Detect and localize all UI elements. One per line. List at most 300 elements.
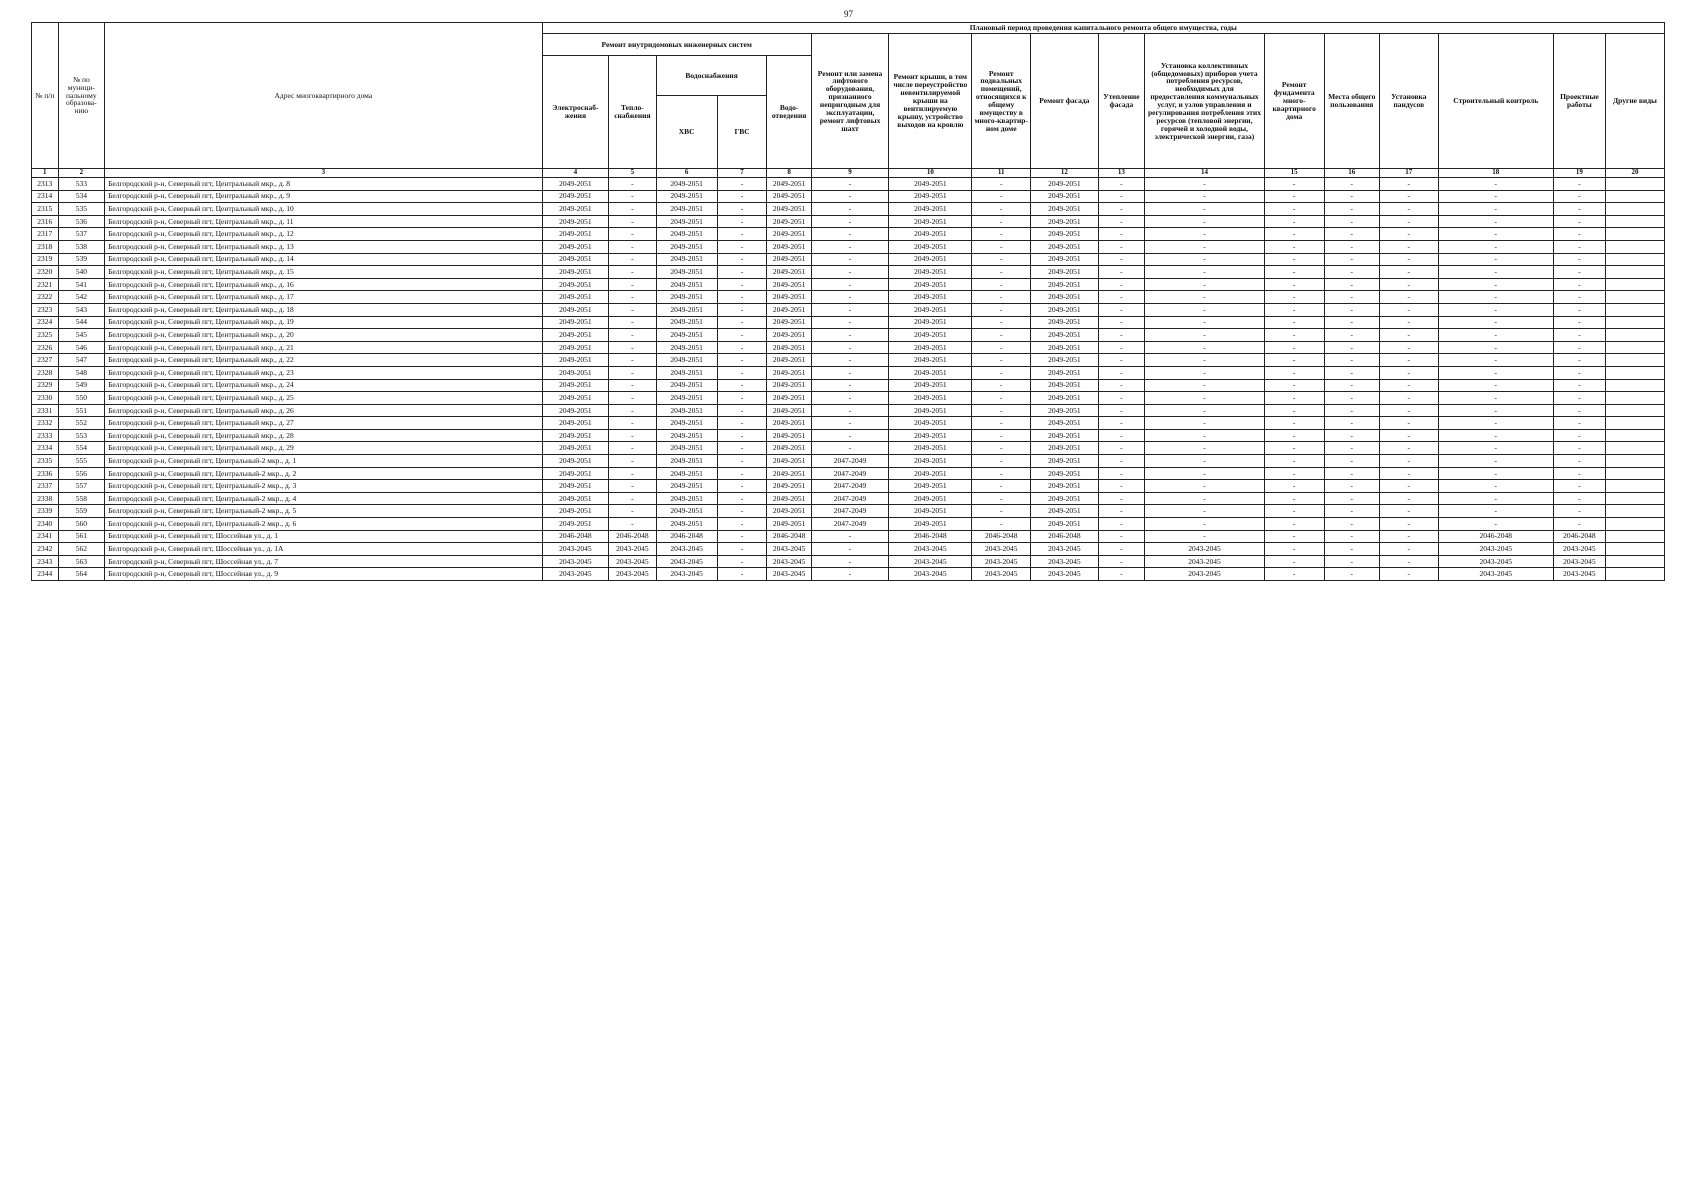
- table-cell: -: [1553, 455, 1605, 468]
- table-cell: -: [1324, 203, 1379, 216]
- address-cell: Белгородский р-н, Северный пгт, Центральный мкр., д. 25: [105, 392, 543, 405]
- address-cell: Белгородский р-н, Северный пгт, Центральный мкр., д. 16: [105, 278, 543, 291]
- table-cell: 2341: [32, 530, 59, 543]
- table-cell: -: [1145, 190, 1265, 203]
- table-cell: 2338: [32, 492, 59, 505]
- table-cell: -: [609, 492, 657, 505]
- table-cell: 2049-2051: [889, 392, 972, 405]
- table-cell: -: [1438, 492, 1553, 505]
- table-cell: -: [1553, 178, 1605, 191]
- table-cell: -: [1379, 228, 1438, 241]
- table-cell: 2049-2051: [656, 480, 717, 493]
- table-cell: 2336: [32, 467, 59, 480]
- table-cell: [1605, 329, 1664, 342]
- table-cell: -: [609, 190, 657, 203]
- table-cell: -: [1264, 455, 1324, 468]
- address-cell: Белгородский р-н, Северный пгт, Центральный мкр., д. 27: [105, 417, 543, 430]
- table-cell: -: [1324, 518, 1379, 531]
- table-cell: -: [1098, 530, 1145, 543]
- header-facade: Ремонт фасада: [1031, 34, 1099, 169]
- table-cell: 536: [58, 215, 105, 228]
- table-row: [32, 354, 1665, 367]
- header-other: Другие виды: [1605, 34, 1664, 169]
- table-cell: 2049-2051: [767, 492, 811, 505]
- table-cell: -: [811, 178, 889, 191]
- table-cell: -: [972, 240, 1031, 253]
- address-cell: Белгородский р-н, Северный пгт, Шоссейная ул., д. 1А: [105, 543, 543, 556]
- table-cell: 2043-2045: [1145, 555, 1265, 568]
- table-cell: -: [717, 392, 767, 405]
- table-cell: 2043-2045: [609, 555, 657, 568]
- table-cell: 2049-2051: [1031, 303, 1099, 316]
- table-cell: [1605, 467, 1664, 480]
- table-cell: -: [811, 316, 889, 329]
- table-cell: -: [811, 266, 889, 279]
- table-cell: -: [717, 543, 767, 556]
- table-cell: 2043-2045: [656, 543, 717, 556]
- table-cell: -: [1145, 253, 1265, 266]
- header-period: Плановый период проведения капитального ремонта общего имущества, годы: [542, 23, 1664, 34]
- table-cell: 2049-2051: [656, 429, 717, 442]
- table-cell: -: [1145, 417, 1265, 430]
- table-cell: 2049-2051: [656, 467, 717, 480]
- table-cell: 2043-2045: [767, 568, 811, 581]
- table-cell: [1605, 455, 1664, 468]
- table-cell: -: [972, 518, 1031, 531]
- col-number: 1: [32, 169, 59, 178]
- table-cell: -: [1264, 341, 1324, 354]
- table-cell: -: [1145, 530, 1265, 543]
- table-row: [32, 190, 1665, 203]
- table-cell: -: [972, 417, 1031, 430]
- table-cell: -: [1438, 505, 1553, 518]
- table-cell: -: [1438, 228, 1553, 241]
- table-cell: 2046-2048: [542, 530, 608, 543]
- table-cell: 557: [58, 480, 105, 493]
- table-cell: -: [1438, 253, 1553, 266]
- table-cell: -: [1553, 518, 1605, 531]
- table-cell: -: [1264, 228, 1324, 241]
- table-cell: -: [1264, 505, 1324, 518]
- table-cell: -: [1098, 492, 1145, 505]
- table-cell: -: [609, 266, 657, 279]
- table-cell: -: [1379, 379, 1438, 392]
- table-cell: -: [1264, 253, 1324, 266]
- table-cell: -: [1098, 568, 1145, 581]
- col-number: 7: [717, 169, 767, 178]
- header-sewer: Водо-отведения: [767, 56, 811, 169]
- table-cell: -: [1438, 291, 1553, 304]
- table-cell: 2049-2051: [889, 492, 972, 505]
- address-cell: Белгородский р-н, Северный пгт, Центральный мкр., д. 8: [105, 178, 543, 191]
- table-cell: -: [1324, 253, 1379, 266]
- table-cell: 2047-2049: [811, 480, 889, 493]
- table-cell: 2046-2048: [972, 530, 1031, 543]
- table-cell: -: [609, 480, 657, 493]
- table-cell: 2049-2051: [542, 303, 608, 316]
- table-cell: 2049-2051: [889, 178, 972, 191]
- table-cell: 2049-2051: [889, 366, 972, 379]
- table-cell: 2049-2051: [889, 379, 972, 392]
- table-cell: 2043-2045: [889, 568, 972, 581]
- table-cell: -: [609, 417, 657, 430]
- header-gvs: ГВС: [717, 96, 767, 169]
- table-cell: 2049-2051: [1031, 366, 1099, 379]
- table-cell: -: [609, 354, 657, 367]
- address-cell: Белгородский р-н, Северный пгт, Шоссейная ул., д. 9: [105, 568, 543, 581]
- table-cell: 2049-2051: [767, 190, 811, 203]
- col-number: 18: [1438, 169, 1553, 178]
- table-cell: -: [811, 379, 889, 392]
- table-cell: 2049-2051: [1031, 442, 1099, 455]
- table-cell: -: [972, 203, 1031, 216]
- table-cell: -: [1324, 316, 1379, 329]
- table-cell: -: [717, 480, 767, 493]
- table-row: [32, 505, 1665, 518]
- table-cell: -: [717, 366, 767, 379]
- table-cell: -: [1379, 543, 1438, 556]
- table-cell: -: [717, 404, 767, 417]
- table-cell: -: [609, 278, 657, 291]
- table-cell: -: [609, 228, 657, 241]
- table-cell: -: [972, 442, 1031, 455]
- table-cell: -: [609, 366, 657, 379]
- table-cell: 2049-2051: [767, 291, 811, 304]
- table-cell: -: [1379, 480, 1438, 493]
- table-cell: -: [1438, 316, 1553, 329]
- table-cell: -: [1553, 505, 1605, 518]
- table-cell: 2046-2048: [1553, 530, 1605, 543]
- table-row: [32, 240, 1665, 253]
- table-cell: -: [972, 341, 1031, 354]
- table-cell: [1605, 253, 1664, 266]
- table-cell: 2049-2051: [767, 518, 811, 531]
- table-cell: -: [1098, 329, 1145, 342]
- col-number: 3: [105, 169, 543, 178]
- table-cell: 2043-2045: [1145, 568, 1265, 581]
- address-cell: Белгородский р-н, Северный пгт, Центральный мкр., д. 12: [105, 228, 543, 241]
- table-row: [32, 518, 1665, 531]
- table-cell: 2043-2045: [656, 568, 717, 581]
- table-cell: 2046-2048: [1031, 530, 1099, 543]
- table-cell: 2049-2051: [1031, 316, 1099, 329]
- table-cell: -: [1264, 266, 1324, 279]
- table-cell: -: [1553, 329, 1605, 342]
- table-cell: -: [811, 253, 889, 266]
- table-cell: 2043-2045: [1553, 568, 1605, 581]
- table-cell: 534: [58, 190, 105, 203]
- table-cell: -: [1379, 240, 1438, 253]
- table-row: [32, 543, 1665, 556]
- table-cell: -: [1438, 240, 1553, 253]
- table-cell: -: [1098, 379, 1145, 392]
- header-no: № п/п: [32, 23, 59, 169]
- table-cell: 2049-2051: [767, 215, 811, 228]
- table-cell: 2049-2051: [542, 266, 608, 279]
- table-cell: -: [811, 530, 889, 543]
- table-cell: 2049-2051: [767, 253, 811, 266]
- table-cell: 2049-2051: [767, 329, 811, 342]
- table-cell: -: [1553, 228, 1605, 241]
- table-cell: -: [717, 417, 767, 430]
- table-row: [32, 429, 1665, 442]
- header-engineering: Ремонт внутридомовых инженерных систем: [542, 34, 811, 56]
- table-cell: 2043-2045: [1031, 543, 1099, 556]
- table-cell: 2329: [32, 379, 59, 392]
- table-cell: 2049-2051: [889, 442, 972, 455]
- table-row: [32, 253, 1665, 266]
- table-cell: -: [609, 455, 657, 468]
- table-cell: 561: [58, 530, 105, 543]
- table-cell: -: [1324, 329, 1379, 342]
- col-number: 2: [58, 169, 105, 178]
- table-cell: -: [717, 455, 767, 468]
- table-cell: -: [811, 354, 889, 367]
- table-cell: -: [811, 392, 889, 405]
- table-cell: [1605, 492, 1664, 505]
- table-cell: -: [1098, 203, 1145, 216]
- table-cell: 2046-2048: [609, 530, 657, 543]
- table-cell: 2049-2051: [656, 316, 717, 329]
- table-cell: -: [1098, 455, 1145, 468]
- table-cell: 2046-2048: [656, 530, 717, 543]
- table-cell: -: [972, 467, 1031, 480]
- table-cell: -: [717, 190, 767, 203]
- table-cell: -: [1438, 341, 1553, 354]
- table-cell: 2049-2051: [1031, 203, 1099, 216]
- table-cell: -: [1098, 392, 1145, 405]
- table-cell: -: [1264, 392, 1324, 405]
- header-heat: Тепло-снабжения: [609, 56, 657, 169]
- table-cell: -: [1553, 379, 1605, 392]
- table-cell: 2049-2051: [656, 190, 717, 203]
- table-cell: -: [1553, 354, 1605, 367]
- table-cell: 2049-2051: [542, 203, 608, 216]
- table-cell: 2049-2051: [1031, 278, 1099, 291]
- table-cell: -: [811, 429, 889, 442]
- table-cell: 556: [58, 467, 105, 480]
- col-number: 19: [1553, 169, 1605, 178]
- header-design: Проектные работы: [1553, 34, 1605, 169]
- address-cell: Белгородский р-н, Северный пгт, Центральный-2 мкр., д. 1: [105, 455, 543, 468]
- table-cell: 2049-2051: [542, 505, 608, 518]
- table-cell: 552: [58, 417, 105, 430]
- table-cell: 2049-2051: [889, 266, 972, 279]
- table-cell: 2049-2051: [1031, 178, 1099, 191]
- table-cell: -: [1379, 392, 1438, 405]
- table-cell: 2322: [32, 291, 59, 304]
- table-row: [32, 417, 1665, 430]
- table-cell: 2049-2051: [542, 316, 608, 329]
- table-cell: 2043-2045: [1145, 543, 1265, 556]
- table-cell: -: [1264, 240, 1324, 253]
- column-numbers-row: [32, 169, 1665, 178]
- table-cell: 2049-2051: [767, 228, 811, 241]
- table-cell: 563: [58, 555, 105, 568]
- table-cell: 2049-2051: [889, 228, 972, 241]
- table-cell: -: [1438, 417, 1553, 430]
- table-cell: -: [972, 253, 1031, 266]
- table-cell: 2049-2051: [1031, 492, 1099, 505]
- table-cell: 2043-2045: [609, 568, 657, 581]
- table-cell: -: [1324, 341, 1379, 354]
- table-cell: -: [1264, 442, 1324, 455]
- table-cell: 2049-2051: [767, 354, 811, 367]
- table-cell: -: [1438, 429, 1553, 442]
- table-cell: 2043-2045: [542, 543, 608, 556]
- table-cell: 2049-2051: [542, 417, 608, 430]
- table-cell: 2049-2051: [656, 492, 717, 505]
- table-cell: -: [609, 467, 657, 480]
- table-cell: 2049-2051: [542, 429, 608, 442]
- col-number: 8: [767, 169, 811, 178]
- table-cell: -: [972, 278, 1031, 291]
- table-cell: 2049-2051: [542, 215, 608, 228]
- table-cell: -: [1264, 492, 1324, 505]
- table-cell: 2046-2048: [1438, 530, 1553, 543]
- table-cell: -: [1379, 492, 1438, 505]
- table-cell: -: [1145, 492, 1265, 505]
- table-cell: 2049-2051: [767, 392, 811, 405]
- table-row: [32, 404, 1665, 417]
- table-cell: 2049-2051: [656, 228, 717, 241]
- table-cell: 2043-2045: [972, 555, 1031, 568]
- table-cell: -: [1324, 190, 1379, 203]
- table-cell: -: [1264, 530, 1324, 543]
- table-cell: -: [972, 492, 1031, 505]
- table-cell: 2043-2045: [1438, 555, 1553, 568]
- table-cell: -: [1098, 228, 1145, 241]
- table-cell: -: [1324, 417, 1379, 430]
- table-cell: -: [1438, 203, 1553, 216]
- table-cell: 2049-2051: [889, 190, 972, 203]
- table-cell: 551: [58, 404, 105, 417]
- table-cell: 2343: [32, 555, 59, 568]
- header-elevator: Ремонт или замена лифтового оборудования, признанного непригодным для эксплуатации, ремонт лифтовых шахт: [811, 34, 889, 169]
- table-cell: -: [811, 555, 889, 568]
- table-cell: -: [1379, 467, 1438, 480]
- table-cell: -: [1553, 442, 1605, 455]
- table-row: [32, 291, 1665, 304]
- table-cell: 2049-2051: [542, 329, 608, 342]
- table-cell: -: [1098, 404, 1145, 417]
- table-cell: -: [1098, 543, 1145, 556]
- header-hvs: ХВС: [656, 96, 717, 169]
- col-number: 13: [1098, 169, 1145, 178]
- table-cell: 2047-2049: [811, 467, 889, 480]
- table-cell: 2043-2045: [656, 555, 717, 568]
- table-cell: -: [811, 366, 889, 379]
- table-cell: -: [811, 404, 889, 417]
- table-cell: 2317: [32, 228, 59, 241]
- col-number: 6: [656, 169, 717, 178]
- table-cell: -: [1553, 404, 1605, 417]
- table-cell: -: [972, 366, 1031, 379]
- table-cell: -: [1379, 303, 1438, 316]
- table-row: [32, 455, 1665, 468]
- table-cell: 2339: [32, 505, 59, 518]
- table-cell: -: [811, 417, 889, 430]
- table-cell: -: [609, 379, 657, 392]
- table-cell: 2049-2051: [889, 417, 972, 430]
- table-cell: -: [1145, 480, 1265, 493]
- table-cell: [1605, 303, 1664, 316]
- table-cell: 2049-2051: [1031, 291, 1099, 304]
- table-cell: 2046-2048: [767, 530, 811, 543]
- table-cell: -: [1324, 480, 1379, 493]
- table-cell: 2043-2045: [767, 555, 811, 568]
- table-cell: -: [717, 228, 767, 241]
- table-cell: 2049-2051: [1031, 379, 1099, 392]
- table-cell: -: [1553, 492, 1605, 505]
- table-cell: -: [1324, 240, 1379, 253]
- table-cell: 2047-2049: [811, 518, 889, 531]
- table-cell: 2049-2051: [889, 455, 972, 468]
- address-cell: Белгородский р-н, Северный пгт, Центральный мкр., д. 20: [105, 329, 543, 342]
- table-cell: 2049-2051: [656, 303, 717, 316]
- table-cell: -: [1264, 215, 1324, 228]
- table-cell: 2049-2051: [767, 316, 811, 329]
- table-cell: -: [1098, 341, 1145, 354]
- table-cell: 2335: [32, 455, 59, 468]
- table-cell: 2049-2051: [767, 467, 811, 480]
- table-cell: 2049-2051: [542, 480, 608, 493]
- table-cell: 2049-2051: [889, 329, 972, 342]
- table-cell: -: [1098, 266, 1145, 279]
- table-cell: 2049-2051: [656, 404, 717, 417]
- table-cell: -: [717, 278, 767, 291]
- table-cell: 2049-2051: [1031, 329, 1099, 342]
- table-cell: -: [1553, 417, 1605, 430]
- table-cell: [1605, 518, 1664, 531]
- address-cell: Белгородский р-н, Северный пгт, Шоссейная ул., д. 7: [105, 555, 543, 568]
- table-cell: -: [1264, 543, 1324, 556]
- table-cell: -: [1553, 366, 1605, 379]
- table-row: [32, 366, 1665, 379]
- table-cell: -: [1264, 329, 1324, 342]
- table-cell: 2049-2051: [767, 341, 811, 354]
- table-cell: -: [609, 178, 657, 191]
- table-row: [32, 316, 1665, 329]
- table-cell: -: [1553, 316, 1605, 329]
- table-cell: -: [972, 228, 1031, 241]
- table-cell: -: [1438, 366, 1553, 379]
- address-cell: Белгородский р-н, Северный пгт, Центральный мкр., д. 14: [105, 253, 543, 266]
- col-number: 10: [889, 169, 972, 178]
- header-basement: Ремонт подвальных помещений, относящихся к общему имуществу в много-квартир-ном доме: [972, 34, 1031, 169]
- table-cell: 553: [58, 429, 105, 442]
- address-cell: Белгородский р-н, Северный пгт, Центральный-2 мкр., д. 3: [105, 480, 543, 493]
- table-cell: 2049-2051: [542, 178, 608, 191]
- col-number: 15: [1264, 169, 1324, 178]
- table-cell: -: [717, 429, 767, 442]
- table-cell: [1605, 278, 1664, 291]
- table-cell: 2043-2045: [1553, 555, 1605, 568]
- table-cell: -: [1438, 278, 1553, 291]
- table-cell: -: [1145, 505, 1265, 518]
- table-cell: 2049-2051: [1031, 215, 1099, 228]
- table-cell: 2049-2051: [889, 291, 972, 304]
- table-cell: -: [609, 442, 657, 455]
- table-cell: -: [1379, 417, 1438, 430]
- table-cell: -: [1098, 518, 1145, 531]
- table-cell: 2049-2051: [889, 253, 972, 266]
- table-cell: -: [1553, 429, 1605, 442]
- table-cell: 2049-2051: [1031, 354, 1099, 367]
- table-cell: 2049-2051: [656, 178, 717, 191]
- table-cell: -: [1379, 190, 1438, 203]
- table-cell: -: [1145, 291, 1265, 304]
